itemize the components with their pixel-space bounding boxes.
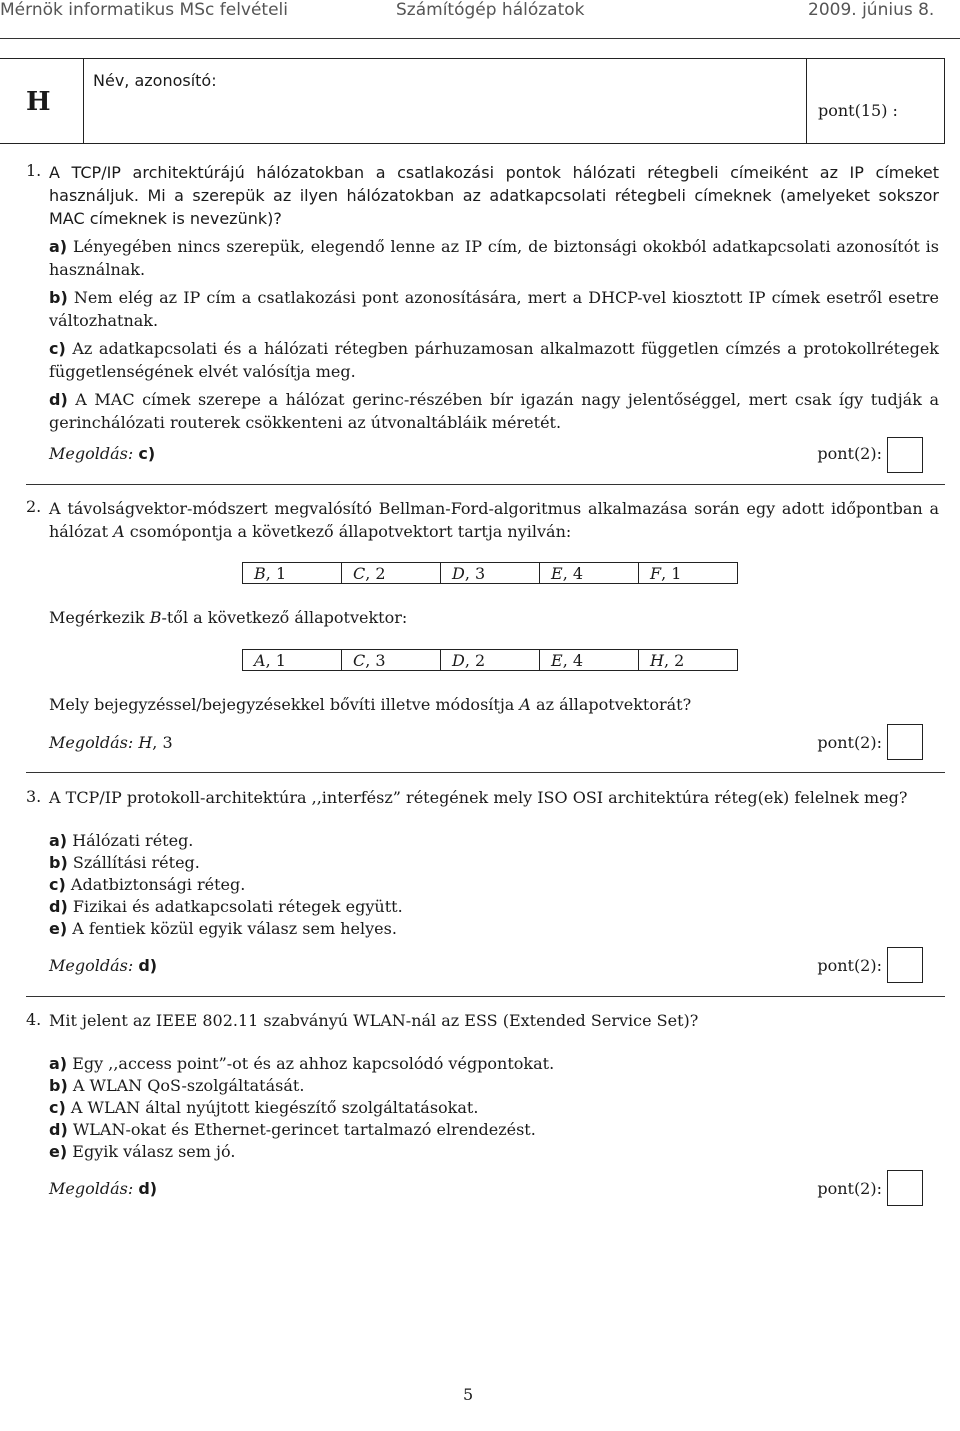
score-box[interactable] [887, 1170, 923, 1206]
question-4-option-d: d) WLAN-okat és Ethernet-gerincet tartalmazó elrendezést. [49, 1120, 536, 1139]
node-name: B [149, 608, 162, 627]
vector-cell: D, 3 [441, 563, 540, 584]
question-1-option-a [49, 235, 939, 281]
option-label: b) [49, 288, 68, 307]
points-label: pont(2): [817, 444, 882, 463]
page-number: 5 [463, 1385, 474, 1404]
question-text: A távolságvektor-módszert megvalósító Bellman-Ford-algoritmus alkalmazása során egy adott időpontban a hálózat [49, 499, 939, 541]
name-box-divider [806, 59, 807, 143]
question-1-text [49, 161, 939, 230]
vector-cell: C, 3 [342, 650, 441, 671]
question-3-option-a: a) Hálózati réteg. [49, 831, 194, 850]
header-rule [0, 38, 960, 39]
name-label: Név, azonosító: [93, 71, 217, 90]
running-header [0, 0, 960, 40]
header-right: 2009. június 8. [808, 0, 935, 20]
option-text: Lényegében nincs szerepük, elegendő lenne az IP cím, de biztonsági okokból adatkapcsolati azonosítót is használnak. [49, 237, 939, 279]
vector-cell: B, 1 [243, 563, 342, 584]
question-2-prompt: Mely bejegyzéssel/bejegyzésekkel bővíti illetve módosítja A az állapotvektorát? [49, 695, 692, 714]
solution-answer: H [138, 733, 153, 752]
points-label: pont(2): [817, 733, 882, 752]
vector-cell: D, 2 [441, 650, 540, 671]
header-center: Számítógép hálózatok [396, 0, 585, 20]
question-2-text [49, 497, 939, 543]
solution-label: Megoldás: [49, 1179, 134, 1198]
solution-label: Megoldás: [49, 444, 134, 463]
question-4-solution-row [49, 1179, 882, 1203]
question-4-option-b: b) A WLAN QoS-szolgáltatását. [49, 1076, 305, 1095]
question-4-text: Mit jelent az IEEE 802.11 szabványú WLAN-nál az ESS (Extended Service Set)? [49, 1011, 699, 1030]
question-3-option-d: d) Fizikai és adatkapcsolati rétegek együtt. [49, 897, 403, 916]
question-3-option-c: c) Adatbiztonsági réteg. [49, 875, 246, 894]
solution-answer: c) [138, 444, 156, 463]
question-number: 2. [26, 497, 42, 516]
name-box [0, 58, 945, 144]
distance-vector-a [242, 562, 738, 584]
question-3-solution-row [49, 956, 882, 980]
vector-cell: A, 1 [243, 650, 342, 671]
name-box-divider [83, 59, 84, 143]
question-1-option-d [49, 388, 939, 434]
option-text: Az adatkapcsolati és a hálózati rétegben párhuzamosan alkalmazott független címzés a protokollrétegek függetlenségének elvét valósítja meg. [49, 339, 939, 381]
group-letter: H [26, 87, 51, 117]
option-label: d) [49, 390, 68, 409]
option-label: a) [49, 237, 68, 256]
solution-label: Megoldás: [49, 956, 134, 975]
question-text: A TCP/IP architektúrájú hálózatokban a csatlakozási pontok hálózati rétegbeli címeiként az IP címeket használjuk. Mi a szerepük az ilyen hálózatokban az adatkapcsolati rétegbeli címeknek (amelyeket sokszor MAC címeknek is nevezünk)? [49, 163, 939, 228]
solution-answer: , 3 [152, 733, 173, 752]
question-2-solution-row [49, 733, 882, 757]
vector-cell: F, 1 [639, 563, 738, 584]
question-number: 4. [26, 1010, 42, 1029]
option-label: c) [49, 339, 66, 358]
solution-label: Megoldás: [49, 733, 134, 752]
question-4-option-e: e) Egyik válasz sem jó. [49, 1142, 236, 1161]
option-text: A MAC címek szerepe a hálózat gerinc-részében bír igazán nagy jelentőséggel, mert csak így tudják a gerinchálózati routerek csökkenteni az útvonaltábláik méretét. [49, 390, 939, 432]
score-box[interactable] [887, 437, 923, 473]
header-left: Mérnök informatikus MSc felvételi [0, 0, 289, 20]
solution-answer: d) [138, 1179, 158, 1198]
score-box[interactable] [887, 724, 923, 760]
vector-cell: E, 4 [540, 563, 639, 584]
points-label: pont(2): [817, 956, 882, 975]
points-label: pont(2): [817, 1179, 882, 1198]
total-points-label: pont(15) : [818, 101, 898, 120]
score-box[interactable] [887, 947, 923, 983]
question-number: 1. [26, 161, 42, 180]
question-1-option-b [49, 286, 939, 332]
question-1-solution-row [49, 444, 882, 468]
question-3-option-e: e) A fentiek közül egyik válasz sem helyes. [49, 919, 397, 938]
question-4-option-c: c) A WLAN által nyújtott kiegészítő szolgáltatásokat. [49, 1098, 479, 1117]
question-text: csomópontja a következő állapotvektort tartja nyilván: [124, 522, 572, 541]
question-4-option-a: a) Egy ,,access point”-ot és az ahhoz kapcsolódó végpontokat. [49, 1054, 555, 1073]
distance-vector-b [242, 649, 738, 671]
question-1-option-c [49, 337, 939, 383]
vector-cell: H, 2 [639, 650, 738, 671]
question-separator [26, 484, 945, 485]
node-name: A [113, 522, 125, 541]
vector-cell: E, 4 [540, 650, 639, 671]
solution-answer: d) [138, 956, 158, 975]
question-separator [26, 772, 945, 773]
option-text: Nem elég az IP cím a csatlakozási pont azonosítására, mert a DHCP-vel kiosztott IP címek esetről esetre változhatnak. [49, 288, 939, 330]
node-name: A [519, 695, 531, 714]
question-number: 3. [26, 787, 42, 806]
question-3-text: A TCP/IP protokoll-architektúra ,,interfész” rétegének mely ISO OSI architektúra réteg(ek) felelnek meg? [49, 788, 908, 807]
vector-cell: C, 2 [342, 563, 441, 584]
question-separator [26, 996, 945, 997]
question-3-option-b: b) Szállítási réteg. [49, 853, 200, 872]
incoming-vector-caption: Megérkezik B-től a következő állapotvektor: [49, 608, 408, 627]
